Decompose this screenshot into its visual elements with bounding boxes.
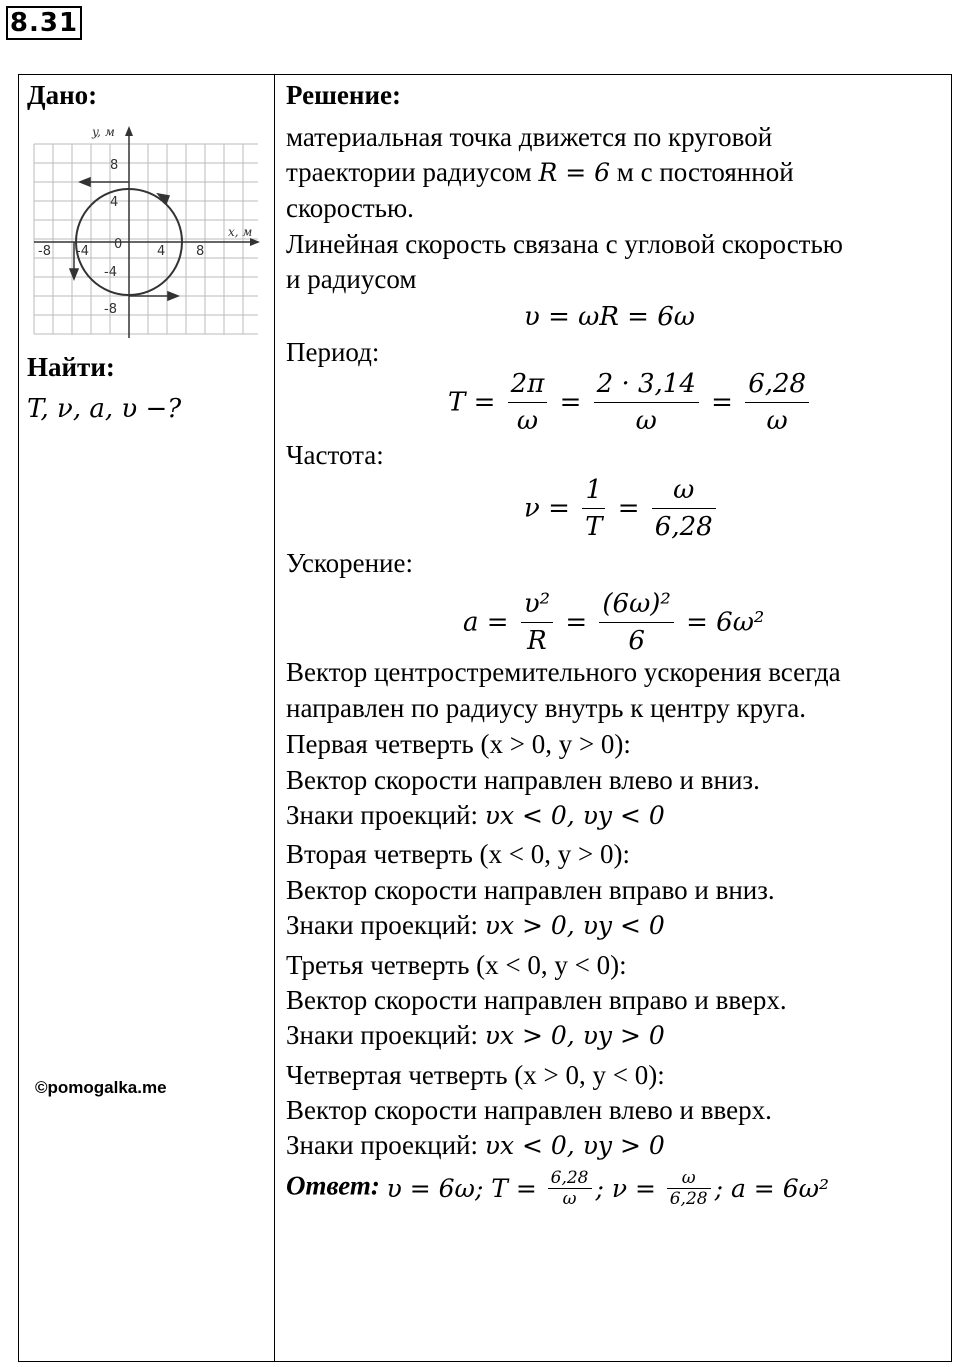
x-axis-label: x, м <box>228 225 253 239</box>
text-line: направлен по радиусу внутрь к центру круга. <box>286 693 807 723</box>
fraction <box>594 366 699 439</box>
tick-y-minus-4: -4 <box>104 265 117 280</box>
denominator: ω <box>562 1189 577 1209</box>
quadrant-2-velocity: Вектор скорости направлен вправо и вниз. <box>286 875 775 905</box>
formula-part: T = <box>448 387 496 418</box>
answer-part: ; a = 6ω² <box>714 1174 830 1203</box>
frequency-label: Частота: <box>286 440 384 470</box>
given-label: Дано: <box>27 80 98 110</box>
signs-formula: υx > 0, υy > 0 <box>484 1021 665 1050</box>
fraction <box>521 586 553 659</box>
numerator: 1 <box>582 472 605 509</box>
denominator: 6,28 <box>654 512 713 542</box>
tick-x-minus-4: -4 <box>76 244 89 259</box>
quadrant-2-signs <box>286 910 665 941</box>
solution-label: Решение: <box>286 80 401 110</box>
denominator: 6,28 <box>669 1189 708 1209</box>
quadrant-3-signs <box>286 1020 665 1051</box>
fraction <box>548 1168 592 1209</box>
tick-y-4: 4 <box>110 195 119 210</box>
formula-acceleration: a = $\frac{\text{υ²}}{R}$ = $\frac{\text{(6ω)²}}{6}$ = 6ω² <box>463 586 764 659</box>
signs-formula: υx > 0, υy < 0 <box>484 911 665 940</box>
fraction <box>745 366 809 439</box>
denominator: T <box>585 512 603 542</box>
fraction <box>508 366 548 439</box>
tick-x-minus-8: -8 <box>38 244 51 259</box>
formula-part: ν = <box>524 493 570 524</box>
numerator: 6,28 <box>745 366 809 403</box>
numerator: 6,28 <box>548 1168 592 1189</box>
text-fragment: траектории радиусом <box>286 157 539 187</box>
tick-y-8: 8 <box>110 158 119 173</box>
fraction <box>599 586 673 659</box>
tick-y-minus-8: -8 <box>104 302 117 317</box>
numerator: υ² <box>521 586 553 623</box>
quadrant-1-signs <box>286 800 665 831</box>
quadrant-4-velocity: Вектор скорости направлен влево и вверх. <box>286 1095 772 1125</box>
copyright: ©pomogalka.me <box>35 1078 167 1097</box>
signs-label: Знаки проекций: <box>286 1130 485 1160</box>
quadrant-1-velocity: Вектор скорости направлен влево и вниз. <box>286 765 760 795</box>
formula-part: a = <box>463 607 509 638</box>
denominator: ω <box>766 406 788 436</box>
answer-part: ; ν = <box>595 1174 656 1203</box>
numerator: 2π <box>508 366 548 403</box>
problem-number: 8.31 <box>6 6 82 40</box>
signs-label: Знаки проекций: <box>286 1020 485 1050</box>
denominator: 6 <box>628 626 645 656</box>
text-line: скоростью. <box>286 193 414 223</box>
y-axis-label: y, м <box>92 125 115 139</box>
quadrant-4-signs <box>286 1130 665 1161</box>
period-label: Период: <box>286 337 380 367</box>
tick-x-4: 4 <box>157 244 166 259</box>
text-line: Линейная скорость связана с угловой скоростью <box>286 229 843 259</box>
signs-formula: υx < 0, υy > 0 <box>484 1131 665 1160</box>
fraction <box>582 472 605 545</box>
numerator: ω <box>667 1168 711 1189</box>
formula-linear-speed: υ = ωR = 6ω <box>524 302 695 332</box>
numerator: ω <box>652 472 716 509</box>
answer-label: Ответ: <box>286 1170 380 1201</box>
radius-value: R = 6 <box>538 158 611 187</box>
text-line: и радиусом <box>286 264 417 294</box>
text-line <box>286 157 794 188</box>
find-value: T, ν, a, υ −? <box>27 394 182 424</box>
denominator: R <box>527 626 547 656</box>
quadrant-1: Первая четверть (x > 0, y > 0): <box>286 729 631 759</box>
numerator: 2 · 3,14 <box>594 366 699 403</box>
circle-trajectory-diagram <box>30 124 262 340</box>
tick-origin: 0 <box>114 237 123 252</box>
column-divider <box>274 74 275 1362</box>
quadrant-4: Четвертая четверть (x > 0, y < 0): <box>286 1060 665 1090</box>
numerator: (6ω)² <box>599 586 673 623</box>
formula-part: = 6ω² <box>686 607 765 638</box>
answer-line <box>286 1168 829 1209</box>
quadrant-2: Вторая четверть (x < 0, y > 0): <box>286 839 630 869</box>
fraction <box>652 472 716 545</box>
text-line: материальная точка движется по круговой <box>286 122 773 152</box>
text-line: Вектор центростремительного ускорения всегда <box>286 657 841 687</box>
signs-label: Знаки проекций: <box>286 800 485 830</box>
formula-frequency: ν = $\frac{1}{T}$ = $\frac{\omega}{6,28}$ <box>524 472 720 545</box>
signs-formula: υx < 0, υy < 0 <box>484 801 665 830</box>
denominator: ω <box>635 406 657 436</box>
tick-x-8: 8 <box>196 244 205 259</box>
text-fragment: м с постоянной <box>610 157 794 187</box>
fraction <box>667 1168 711 1209</box>
quadrant-3-velocity: Вектор скорости направлен вправо и вверх. <box>286 985 787 1015</box>
denominator: ω <box>516 406 539 436</box>
find-label: Найти: <box>27 352 115 382</box>
quadrant-3: Третья четверть (x < 0, y < 0): <box>286 950 627 980</box>
signs-label: Знаки проекций: <box>286 910 485 940</box>
acceleration-label: Ускорение: <box>286 548 413 578</box>
answer-part: υ = 6ω; T = <box>386 1174 537 1203</box>
formula-period: T = $\frac{2\pi}{\omega}$ = $\frac{2 \cdot 3,14}{\omega}$ = $\frac{6,28}{\omega}$ <box>448 366 813 439</box>
